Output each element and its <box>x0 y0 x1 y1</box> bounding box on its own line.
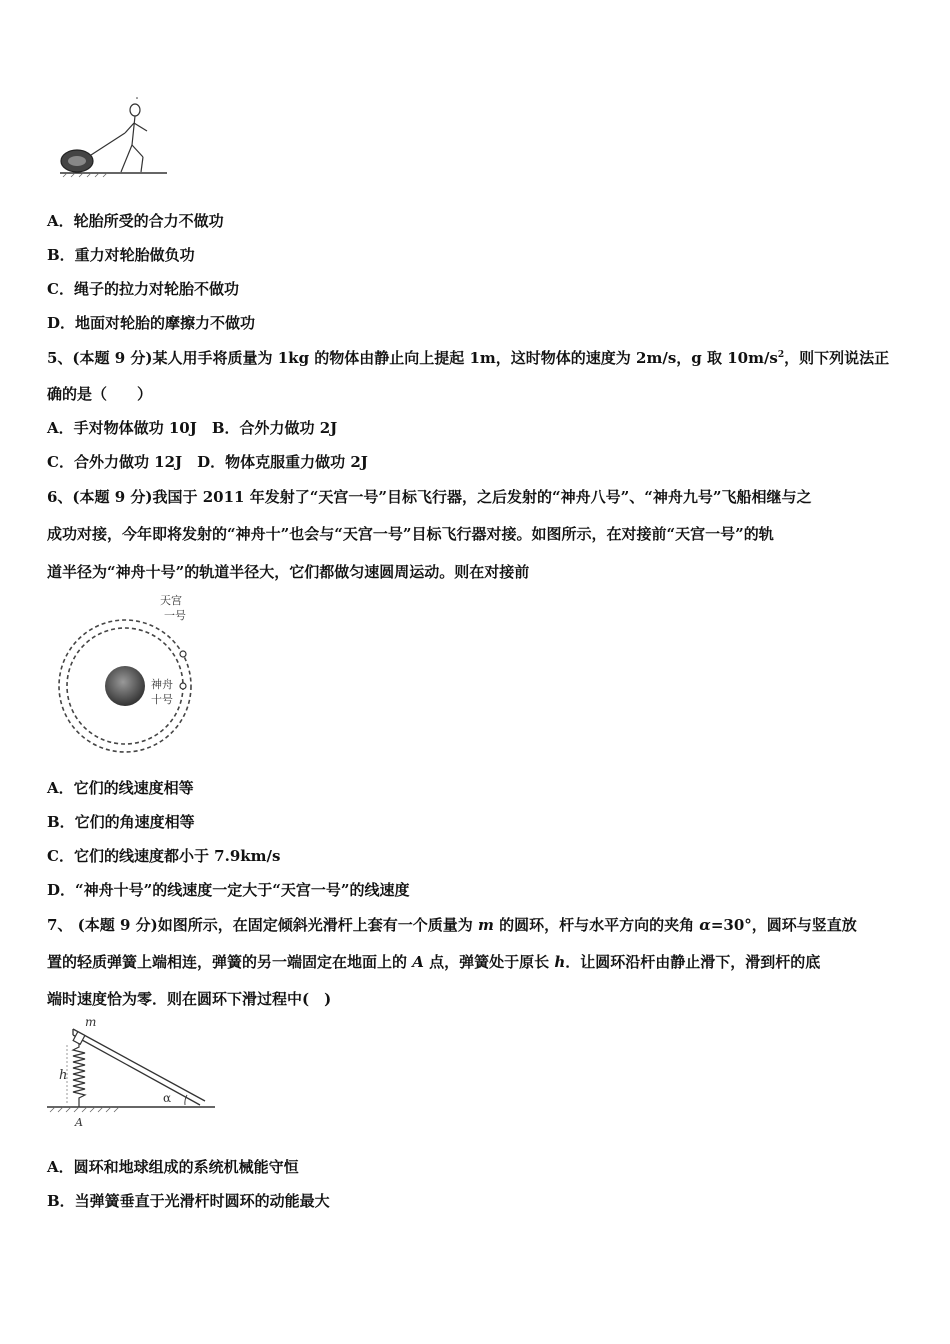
q6-option-a: A．它们的线速度相等 <box>47 779 194 797</box>
q5-options-row2: C．合外力做功 12J D．物体克服重力做功 2J <box>47 453 368 471</box>
q7-stem-line1: 7、 (本题 9 分)如图所示，在固定倾斜光滑杆上套有一个质量为 m 的圆环，杆与水平方向的夹角 α=30°，圆环与竖直放 <box>47 916 857 934</box>
tire-pulling-figure <box>55 95 175 180</box>
spring <box>73 1043 85 1107</box>
q6-option-c: C．它们的线速度都小于 7.9km/s <box>47 847 281 865</box>
q6-stem-line1: 6、(本题 9 分)我国于 2011 年发射了“天宫一号”目标飞行器，之后发射的“神舟八号”、“神舟九号”飞船相继与之 <box>47 488 812 506</box>
tiangong-satellite <box>180 651 186 657</box>
shenzhou-satellite <box>180 683 186 689</box>
height-label: h <box>59 1068 68 1083</box>
q5-options-row1: A．手对物体做功 10J B．合外力做功 2J <box>47 419 338 437</box>
inclined-rod-bottom <box>73 1035 200 1105</box>
q7-stem-line3: 端时速度恰为零．则在圆环下滑过程中( ) <box>47 990 332 1008</box>
tiangong-label-2: 一号 <box>164 609 186 622</box>
inclined-rod-top <box>73 1029 205 1101</box>
q4-option-d: D．地面对轮胎的摩擦力不做功 <box>47 314 256 332</box>
mass-label: m <box>85 1015 97 1029</box>
q4-option-a: A．轮胎所受的合力不做功 <box>47 212 224 230</box>
shenzhou-label-2: 十号 <box>151 693 173 706</box>
ring <box>73 1032 85 1045</box>
earth <box>105 666 145 706</box>
q7-option-b: B．当弹簧垂直于光滑杆时圆环的动能最大 <box>47 1192 330 1210</box>
q6-option-b: B．它们的角速度相等 <box>47 813 195 831</box>
q6-stem-line2: 成功对接，今年即将发射的“神舟十”也会与“天宫一号”目标飞行器对接。如图所示，在对接前“天宫一号”的轨 <box>47 525 774 543</box>
q7-option-a: A．圆环和地球组成的系统机械能守恒 <box>47 1158 299 1176</box>
q5-stem-line2: 确的是（ ） <box>47 385 153 403</box>
tiangong-label-1: 天宫 <box>160 594 182 607</box>
orbit-figure <box>50 590 200 755</box>
shenzhou-label-1: 神舟 <box>151 678 173 691</box>
q5-stem-line1: 5、(本题 9 分)某人用手将质量为 1kg 的物体由静止向上提起 1m，这时物体的速度为 2m/s，g 取 $10m/s^2$，则下列说法正 <box>47 349 890 367</box>
q6-option-d: D．“神舟十号”的线速度一定大于“天宫一号”的线速度 <box>47 881 410 899</box>
q4-option-b: B．重力对轮胎做负功 <box>47 246 195 264</box>
q7-stem-line2: 置的轻质弹簧上端相连，弹簧的另一端固定在地面上的 A 点，弹簧处于原长 h．让圆环沿杆由静止滑下，滑到杆的底 <box>47 953 821 971</box>
rope <box>91 133 125 155</box>
q4-option-c: C．绳子的拉力对轮胎不做功 <box>47 280 239 298</box>
point-a-label: A <box>75 1116 83 1129</box>
incline-spring-figure <box>45 1015 220 1130</box>
angle-label: α <box>163 1091 172 1105</box>
person-head <box>130 104 140 116</box>
q6-stem-line3: 道半径为“神舟十号”的轨道半径大，它们都做匀速圆周运动。则在对接前 <box>47 563 530 581</box>
